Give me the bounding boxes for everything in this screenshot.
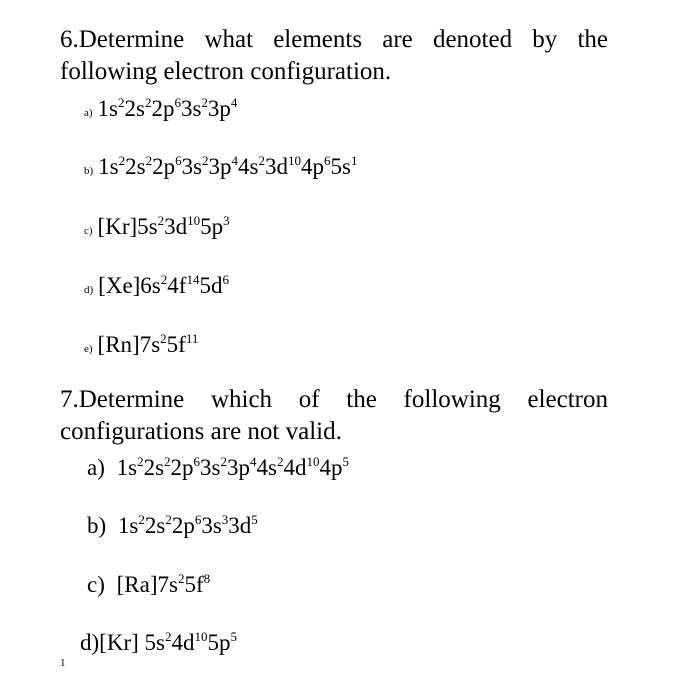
orbital-term: 3p xyxy=(226,455,250,480)
orbital-term: 3d xyxy=(164,214,188,239)
electron-count: 5 xyxy=(230,629,237,644)
orbital-term: 2p xyxy=(171,513,195,538)
item-label: b) xyxy=(87,513,112,538)
electron-count: 2 xyxy=(160,272,168,287)
orbital-term: 4s xyxy=(238,154,259,179)
electron-count: 2 xyxy=(202,153,209,168)
orbital-term: 3s xyxy=(201,513,222,538)
item-label: a) xyxy=(84,107,93,119)
q6-item-c xyxy=(84,213,230,245)
electron-count: 2 xyxy=(145,153,153,168)
electron-configuration xyxy=(118,513,258,538)
electron-configuration xyxy=(98,273,229,298)
electron-count: 6 xyxy=(194,512,202,527)
electron-count: 6 xyxy=(175,153,182,168)
orbital-term: 3s xyxy=(180,96,202,121)
electron-count: 2 xyxy=(177,571,185,586)
electron-count: 5 xyxy=(251,512,258,527)
electron-count: 10 xyxy=(306,454,320,469)
orbital-term: 2p xyxy=(170,455,194,480)
orbital-term: 3s xyxy=(200,455,221,480)
electron-configuration xyxy=(98,96,238,121)
orbital-term: 4p xyxy=(300,154,324,179)
item-label: b) xyxy=(84,165,94,177)
orbital-term: 1s xyxy=(117,513,139,538)
electron-count: 2 xyxy=(164,629,172,644)
orbital-term: 5f xyxy=(166,332,186,357)
electron-count: 2 xyxy=(160,331,167,346)
orbital-term: 2p xyxy=(151,96,175,121)
electron-count: 5 xyxy=(342,454,349,469)
orbital-term: 5f xyxy=(184,572,204,597)
q6-item-d xyxy=(84,272,229,304)
q6-item-a xyxy=(84,95,237,127)
electron-count: 4 xyxy=(249,454,257,469)
electron-count: 2 xyxy=(144,95,152,110)
orbital-term: 3d xyxy=(264,154,288,179)
orbital-term: 5s xyxy=(330,154,351,179)
orbital-term: 4p xyxy=(319,455,343,480)
orbital-term: 3s xyxy=(181,154,203,179)
electron-count: 10 xyxy=(287,153,301,168)
orbital-term: 5p xyxy=(200,214,224,239)
electron-count: 2 xyxy=(157,213,165,228)
orbital-term: 4s xyxy=(256,455,277,480)
orbital-term: 2s xyxy=(125,154,146,179)
electron-count: 3 xyxy=(221,512,229,527)
question-7-heading: 7.Determine which of the following electron configurations are not valid. xyxy=(60,386,608,445)
electron-count: 2 xyxy=(118,95,125,110)
orbital-term: 2s xyxy=(143,455,165,480)
q7-item-a xyxy=(87,454,349,482)
electron-count: 8 xyxy=(203,571,211,586)
item-label: c) xyxy=(84,225,93,237)
orbital-term: 3p xyxy=(208,154,232,179)
electron-configuration xyxy=(98,214,230,239)
orbital-term: 5d xyxy=(199,273,223,298)
item-label: e) xyxy=(84,343,93,355)
electron-count: 6 xyxy=(222,272,229,287)
electron-configuration xyxy=(98,154,357,179)
q7-item-d xyxy=(80,629,237,657)
q7-item-c xyxy=(87,571,210,599)
electron-configuration xyxy=(117,572,211,597)
electron-count: 2 xyxy=(137,454,144,469)
orbital-term: 4d xyxy=(171,630,195,655)
orbital-term: 2s xyxy=(144,513,166,538)
electron-configuration xyxy=(117,455,349,480)
orbital-term: [Kr] 5s xyxy=(99,630,165,655)
orbital-term: [Ra]7s xyxy=(116,572,178,597)
electron-count: 6 xyxy=(193,454,201,469)
item-label: a) xyxy=(87,455,111,480)
orbital-term: 2s xyxy=(124,96,145,121)
orbital-term: 5p xyxy=(207,630,231,655)
orbital-term: 4f xyxy=(167,273,187,298)
q6-item-e xyxy=(84,331,198,363)
orbital-term: 1s xyxy=(98,154,119,179)
orbital-term: 1s xyxy=(116,455,138,480)
orbital-term: [Xe]6s xyxy=(98,273,161,298)
electron-count: 10 xyxy=(187,213,201,228)
item-label: d) xyxy=(84,284,94,296)
electron-count: 2 xyxy=(165,512,172,527)
item-label: d) xyxy=(80,630,100,655)
electron-count: 6 xyxy=(323,153,331,168)
orbital-term: 1s xyxy=(97,96,118,121)
orbital-term: 3d xyxy=(228,513,252,538)
item-label: c) xyxy=(87,572,111,597)
electron-configuration xyxy=(98,332,199,357)
orbital-term: 2p xyxy=(152,154,176,179)
electron-count: 2 xyxy=(118,153,126,168)
page-number: 1 xyxy=(60,657,66,669)
electron-count: 6 xyxy=(174,95,181,110)
electron-configuration xyxy=(99,630,237,655)
question-6-heading: 6.Determine what elements are denoted by the following electron configuration. xyxy=(60,26,608,85)
q6-item-b xyxy=(84,153,357,185)
electron-count: 2 xyxy=(276,454,284,469)
electron-count: 4 xyxy=(231,153,239,168)
electron-count: 2 xyxy=(201,95,208,110)
electron-count: 3 xyxy=(223,213,230,228)
orbital-term: [Rn]7s xyxy=(97,332,161,357)
electron-count: 11 xyxy=(185,331,199,346)
electron-count: 2 xyxy=(258,153,265,168)
q7-item-b xyxy=(87,512,258,540)
electron-count: 1 xyxy=(350,153,358,168)
electron-count: 10 xyxy=(194,629,208,644)
electron-count: 2 xyxy=(220,454,227,469)
electron-count: 2 xyxy=(138,512,145,527)
electron-count: 2 xyxy=(164,454,171,469)
orbital-term: 3p xyxy=(207,96,231,121)
electron-count: 14 xyxy=(186,272,200,287)
orbital-term: [Kr]5s xyxy=(97,214,158,239)
electron-count: 4 xyxy=(230,95,238,110)
orbital-term: 4d xyxy=(283,455,307,480)
